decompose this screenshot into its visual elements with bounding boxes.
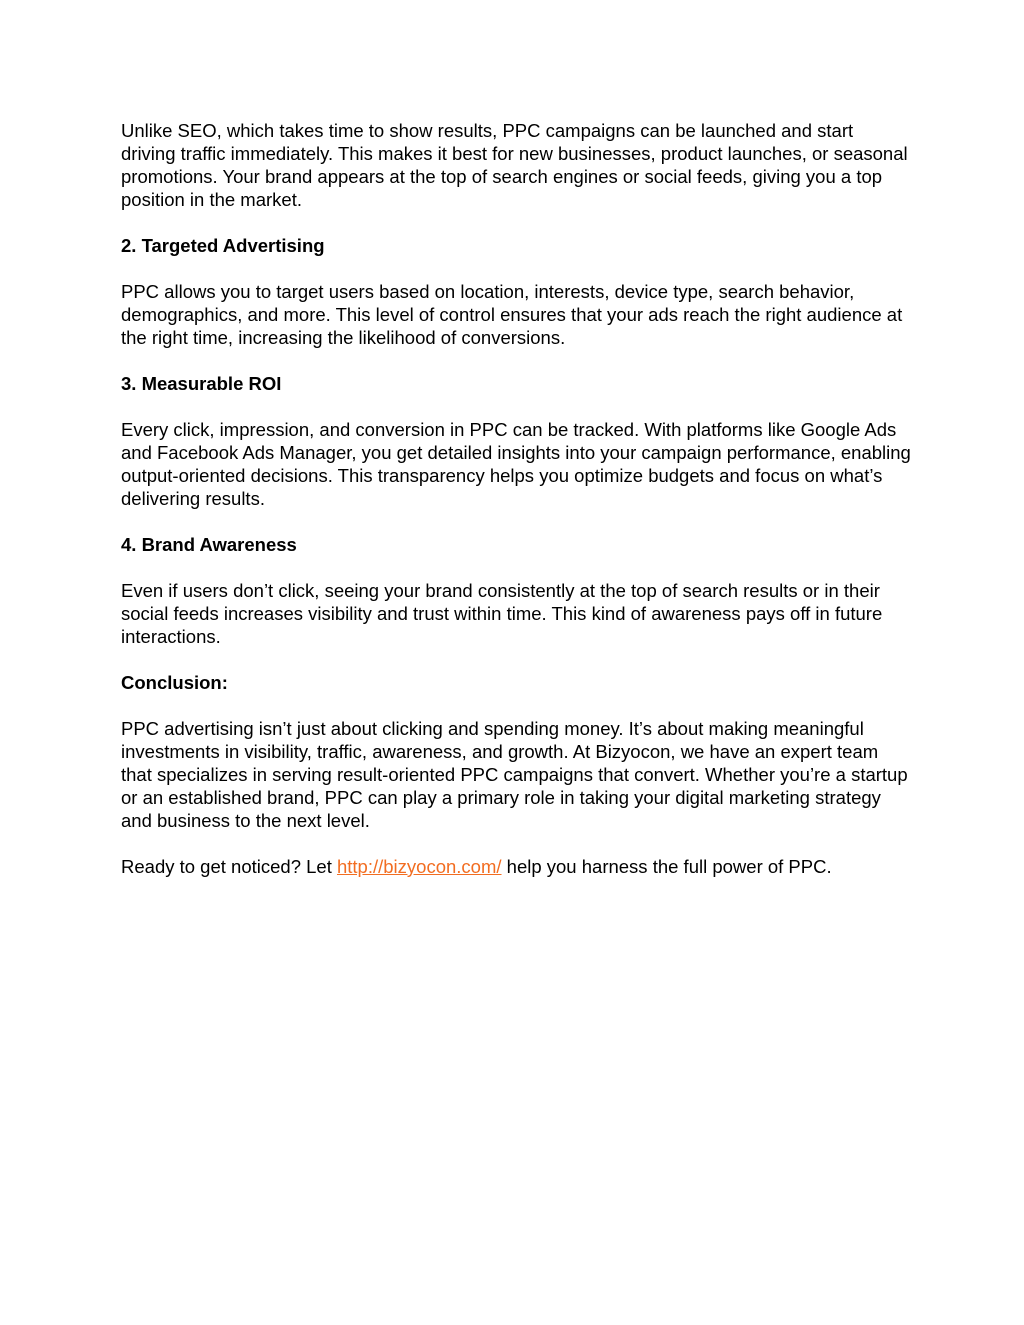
paragraph-brand-awareness: Even if users don’t click, seeing your brand consistently at the top of search results or in their social feeds increases visibility and trust within time. This kind of awareness pays off in future interactions. [121, 580, 883, 647]
bizyocon-link[interactable]: http://bizyocon.com/ [336, 856, 502, 877]
paragraph-conclusion: PPC advertising isn’t just about clicking and spending money. It’s about making meaningful investments in visibility, traffic, awareness, and growth. At Bizyocon, we have an expert team that specializes in serving result-oriented PPC campaigns that convert. Whether you’re a startup or an established brand, PPC can play a primary role in taking your digital marketing strategy and business to the next level. [121, 718, 908, 831]
closing-text-after-link: help you harness the full power of PPC. [501, 856, 832, 877]
document-body [121, 119, 911, 901]
heading-targeted-advertising: 2. Targeted Advertising [121, 235, 325, 256]
closing-paragraph [121, 855, 911, 878]
heading-conclusion: Conclusion: [121, 672, 228, 693]
paragraph-measurable-roi: Every click, impression, and conversion in PPC can be tracked. With platforms like Google Ads and Facebook Ads Manager, you get detailed insights into your campaign performance, enabling output-oriented decisions. This transparency helps you optimize budgets and focus on what’s delivering results. [121, 419, 911, 509]
closing-text-before-link: Ready to get noticed? Let [121, 856, 337, 877]
heading-brand-awareness: 4. Brand Awareness [121, 534, 297, 555]
paragraph-targeted-advertising: PPC allows you to target users based on location, interests, device type, search behavior, demographics, and more. This level of control ensures that your ads reach the right audience at the right time, increasing the likelihood of conversions. [121, 281, 903, 348]
heading-measurable-roi: 3. Measurable ROI [121, 373, 282, 394]
intro-paragraph: Unlike SEO, which takes time to show results, PPC campaigns can be launched and start driving traffic immediately. This makes it best for new businesses, product launches, or seasonal promotions. Your brand appears at the top of search engines or social feeds, giving you a top position in the market. [121, 120, 908, 210]
